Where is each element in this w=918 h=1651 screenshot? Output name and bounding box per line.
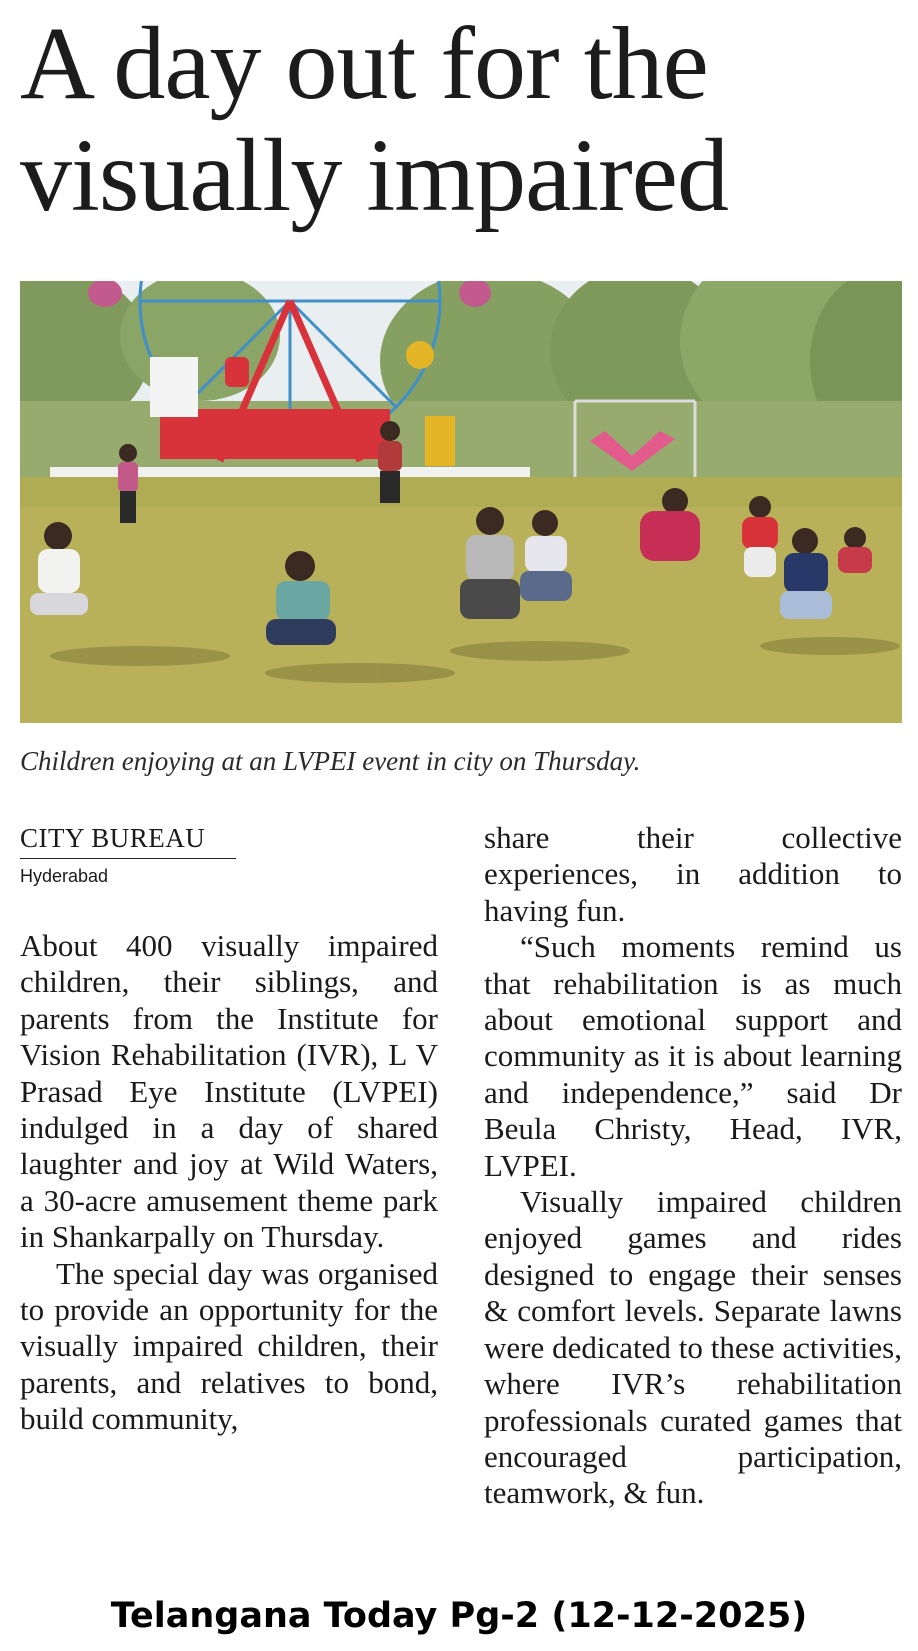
paragraph-2: The special day was organised to provide an opportunity for the visually impaired children, their parents, and relatives to bond, build community, xyxy=(20,1255,438,1437)
byline-bureau: CITY BUREAU xyxy=(20,822,236,859)
photo-sign-board xyxy=(150,357,198,417)
photo-illustration xyxy=(20,281,902,723)
paragraph-3: “Such moments remind us that rehabilitation is as much about emotional support and community as it is about learning and independence,” said Dr Beula Christy, Head, IVR, LVPEI. xyxy=(484,929,902,1183)
news-photo xyxy=(20,281,902,723)
photo-caption: Children enjoying at an LVPEI event in city on Thursday. xyxy=(20,746,641,776)
photo-booth xyxy=(425,416,455,466)
paragraph-1: About 400 visually impaired children, their siblings, and parents from the Institute for Vision Rehabilitation (IVR), L V Prasad Eye Institute (LVPEI) indulged in a day of shared laughter and joy at Wild Waters, a 30-acre amusement theme park in Shankarpally on Thursday. xyxy=(20,928,438,1255)
headline: A day out for the visually impaired xyxy=(20,6,728,233)
byline xyxy=(20,822,236,888)
byline-place: Hyderabad xyxy=(20,866,109,886)
article-column-left xyxy=(20,928,438,1438)
article-column-right xyxy=(484,820,902,1512)
paragraph-4: Visually impaired children enjoyed games and rides designed to engage their senses & comfort levels. Separate lawns were dedicated to these activities, where IVR’s rehabilitation professionals curated games that encouraged participation, teamwork, & fun. xyxy=(484,1184,902,1511)
source-footer: Telangana Today Pg-2 (12-12-2025) xyxy=(110,1596,808,1636)
paragraph-2-continued: share their collective experiences, in addition to having fun. xyxy=(484,820,902,928)
